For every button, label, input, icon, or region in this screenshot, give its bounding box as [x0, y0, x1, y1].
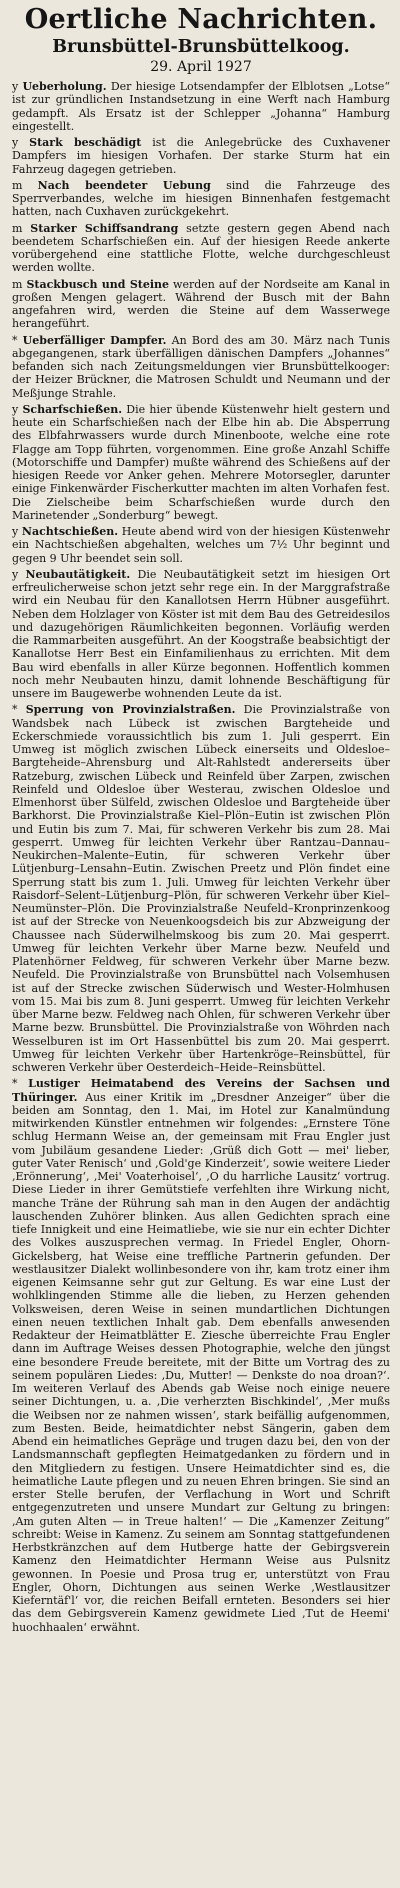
article-marker: y [12, 80, 19, 93]
article-heading: Scharfschießen. [22, 402, 123, 416]
article-stark-beschaedigt [12, 136, 390, 176]
article-body: Die Provinzialstraße von Wandsbek nach Lübeck ist zwischen Bargteheide und Eckerschmiede voraussichtlich bis zum 1. Juli gesperrt. Ein Umweg ist möglich zwischen Lübeck einerseits und Oldesloe–Bargteheide–Ahrensburg und Alt-Rahlstedt andererseits über Ratzeburg, zwischen Lübeck und Reinfeld über Zarpen, zwischen Reinfeld und Oldesloe über Westerau, zwischen Oldesloe und Elmenhorst über Sülfeld, zwischen Oldesloe und Bargteheide über Barkhorst. Die Provinzialstraße Kiel–Plön–Eutin ist zwischen Plön und Eutin bis zum 7. Mai, für schweren Verkehr bis zum 28. Mai gesperrt. Umweg für leichten Verkehr über Rantzau–Dannau–Neukirchen–Malente–Eutin, für schweren Verkehr über Lütjenburg–Lensahn–Eutin. Zwischen Preetz und Plön findet eine Sperrung statt bis zum 1. Juli. Umweg für leichten Verkehr über Raisdorf–Selent–Lütjenburg–Plön, für schweren Verkehr über Kiel–Neumünster–Plön. Die Provinzialstraße Neufeld–Kronprinzenkoog ist auf der Strecke von Neuenkoogsdeich bis zur Abzweigung der Chaussee nach Süderwilhelmskoog bis zum 20. Mai gesperrt. Umweg für leichten Verkehr über Marne bezw. Neufeld und Platenhörner Feldweg, für schweren Verkehr über Marne bezw. Neufeld. Die Provinzialstraße von Brunsbüttel nach Volsemhusen ist auf der Strecke zwischen Süderwisch und Wester-Holmhusen vom 15. Mai bis zum 8. Juni gesperrt. Umweg für leichten Verkehr über Marne bezw. Feldweg nach Ohlen, für schweren Verkehr über Marne bezw. Brunsbüttel. Die Provinzialstraße von Wöhrden nach Wesselburen ist im Ort Hassenbüttel bis zum 20. Mai gesperrt. Umweg für leichten Verkehr über Hartenkröge–Reinsbüttel, für schweren Verkehr über Oesterdeich–Heide–Reinsbüttel. [12, 703, 390, 1074]
section-subhead: Brunsbüttel-Brunsbüttelkoog. [52, 37, 350, 57]
article-body: An Bord des am 30. März nach Tunis abgegangenen, stark überfälligen dänischen Dampfers „Johannes“ befanden sich nach Zeitungsmeldungen vier Brunsbüttelkooger: der Heizer Brückner, die Matrosen Schuldt und Neumann und der Meßjunge Strahle. [12, 333, 390, 400]
article-marker: * [12, 333, 18, 347]
article-heading: Nach beendeter Uebung [37, 178, 211, 192]
article-scharfschiessen [12, 403, 390, 522]
article-ueberfaelliger-dampfer [12, 334, 390, 400]
article-body: setzte gestern gegen Abend nach beendetem Scharfschießen ein. Auf der hiesigen Reede ankerte vorübergehend eine stattliche Flotte, welche durchgeschleust werden wollte. [12, 221, 391, 275]
dateline: 29. April 1927 [150, 59, 252, 75]
article-body: Der hiesige Lotsendampfer der Elblotsen „Lotse“ ist zur gründlichen Instandsetzung in eine Werft nach Hamburg gedampft. Als Ersatz ist der Schlepper „Johanna“ Hamburg eingestellt. [12, 80, 390, 133]
article-marker: m [12, 277, 23, 291]
article-nach-beendeter-uebung [12, 179, 390, 219]
article-list [12, 80, 390, 1634]
article-ueberholung [12, 80, 390, 133]
article-heading: Stark beschädigt [29, 136, 142, 149]
article-body: Aus einer Kritik im „Dresdner Anzeiger“ über die beiden am Sonntag, den 1. Mai, im Hotel zur Kanalmündung mitwirkenden Künstler entnehmen wir folgendes: „Ernstere Töne schlug Hermann Weise an, der gemeinsam mit Frau Engler just vom Jubiläum gesandene Lieder: ‚Grüß dich Gott — mei' lieber, guter Vater Renisch‘ und ‚Gold'ge Kinderzeit‘, sowie weitere Lieder ‚Erönnerung‘, ‚Mei' Voaterhoisel‘, ‚O du harrliche Lausitz‘ vortrug. Diese Lieder in ihrer Gemütstiefe verfehlten ihre Wirkung nicht, manche Träne der Rührung sah man in den Augen der andächtig lauschenden Zuhörer blinken. Aus allen Gedichten sprach eine tiefe Innigkeit und eine Heimatliebe, wie sie nur ein echter Dichter des Volkes auszusprechen vermag. In Friedel Engler, Ohorn-Gickelsberg, hat Weise eine treffliche Partnerin gefunden. Der westlausitzer Dialekt wollinbesondere von ihr, kam trotz einer ihm eigenen Keimsanne sehr gut zur Geltung. Es war eine Lust der wohlklingenden Stimme alle die lieben, zu Herzen gehenden Volksweisen, deren Weise in seinen mundartlichen Dichtungen einen neuen textlichen Inhalt gab. Dem ebenfalls anwesenden Redakteur der Heimatblätter E. Ziesche überreichte Frau Engler dann im Auftrage Weises dessen Photographie, welche den jüngst eine besondere Freude bereitete, mit der Bitte um Vortrag des zu seinem populären Liedes: ‚Du, Mutter! — Denkste do noa droan?‘. Im weiteren Verlauf des Abends gab Weise noch einige neuere seiner Dichtungen, u. a. ‚Die verherzten Bischkindel‘, ‚Mer mußs die Weibsen nor ze nahmen wissen‘, stark beifällig aufgenommen, zum Besten. Beide, heimatdichter nebst Sängerin, gaben dem Abend ein heimatliches Gepräge und trugen dazu bei, den von der Landsmannschaft gepflegten Heimatgedanken zu fördern und in den Mitgliedern zu festigen. Unsere Heimatdichter sind es, die heimatliche Laute pflegen und zu neuen Ehren bringen. Sie sind an erster Stelle berufen, der Verflachung in Wort und Schrift entgegenzutreten und unsere Mundart zur Geltung zu bringen: ‚Am guten Alten — in Treue halten!‘ — Die „Kamenzer Zeitung“ schreibt: Weise in Kamenz. Zu seinem am Sonntag stattgefundenen Herbstkränzchen auf dem Hutberge hatte der Gebirgsverein Kamenz den Heimatdichter Hermann Weise aus Pulsnitz gewonnen. In Poesie und Prosa trug er, unterstützt von Frau Engler, Ohorn, Dichtungen aus seinen Werke ‚Westlausitzer Kieferntäf'l‘ vor, die reichen Beifall ernteten. Besonders sei hier das dem Gebirgsverein Kamenz gewidmete Lied ‚Tut de Heemi' huochhaalen‘ erwähnt. [12, 1090, 390, 1634]
article-nachtschiessen [12, 525, 390, 565]
article-body: Die hier übende Küstenwehr hielt gestern und heute ein Scharfschießen nach der Elbe hin ab. Die Absperrung des Elbfahrwassers wurde durch Minenboote, welche eine rote Flagge am Topp führten, vorgenommen. Eine große Anzahl Schiffe (Motorschiffe und Dampfer) mußte während des Schießens auf der hiesigen Reede vor Anker gehen. Mehrere Motorsegler, darunter einige Finkenwärder Fischerkutter machten im alten Vorhafen fest. Die Zielscheibe beim Scharfschießen wurde durch den Marinetender „Sonderburg“ bewegt. [12, 402, 391, 522]
article-heading: Stackbusch und Steine [26, 277, 170, 291]
masthead: Oertliche Nachrichten. [24, 4, 378, 35]
article-neubautaetigkeit [12, 568, 390, 701]
article-sperrung-provinzialstrassen [12, 703, 390, 1074]
article-heading: Lustiger Heimatabend des Vereins der Sachsen und Thüringer. [12, 1077, 390, 1104]
article-marker: y [12, 525, 19, 538]
article-marker: m [12, 221, 23, 235]
article-marker: y [12, 567, 19, 581]
article-body: ist die Anlegebrücke des Cuxhavener Dampfers im hiesigen Vorhafen. Der starke Sturm hat ein Fahrzeug dagegen getrieben. [12, 136, 390, 176]
article-stackbusch-und-steine [12, 278, 390, 331]
article-lustiger-heimatabend [12, 1077, 390, 1634]
article-heading: Ueberholung. [22, 80, 107, 93]
article-marker: y [12, 136, 19, 149]
article-heading: Starker Schiffsandrang [30, 221, 179, 235]
article-marker: m [12, 178, 23, 192]
article-body: werden auf der Nordseite am Kanal in großen Mengen gelagert. Während der Busch mit der Bahn angefahren wird, werden die Steine auf dem Wasserwege herangeführt. [12, 277, 391, 331]
article-body: Die Neubautätigkeit setzt im hiesigen Ort erfreulicherweise schon jetzt sehr rege ein. In der Marggrafstraße wird ein Neubau für den Kanallotsen Herrn Hübner ausgeführt. Neben dem Holzlager von Köster ist mit dem Bau des Getreidesilos und dazugehörigen Räumlichkeiten begonnen. Vorläufig werden die Rammarbeiten ausgeführt. An der Koogstraße beabsichtigt der Kanallotse Herr Best ein Einfamilienhaus zu errichten. Mit dem Bau wird ebenfalls in aller Kürze begonnen. Hoffentlich kommen noch mehr Neubauten hinzu, damit lohnende Beschäftigung für unsere im Baugewerbe wohnenden Leute da ist. [12, 567, 390, 700]
article-heading: Sperrung von Provinzialstraßen. [25, 703, 236, 717]
article-marker: * [12, 1077, 18, 1091]
article-body: sind die Fahrzeuge des Sperrverbandes, welche im hiesigen Binnenhafen festgemacht hatten, nach Cuxhaven zurückgekehrt. [12, 178, 390, 219]
article-heading: Ueberfälliger Dampfer. [22, 333, 167, 347]
article-marker: * [12, 703, 18, 717]
article-heading: Nachtschießen. [21, 525, 119, 538]
article-heading: Neubautätigkeit. [25, 567, 131, 581]
article-starker-schiffsandrang [12, 222, 390, 275]
article-body: Heute abend wird von der hiesigen Küstenwehr ein Nachtschießen abgehalten, welches um 7½ Uhr beginnt und gegen 9 Uhr beendet sein soll. [12, 525, 390, 565]
article-marker: y [12, 402, 19, 416]
